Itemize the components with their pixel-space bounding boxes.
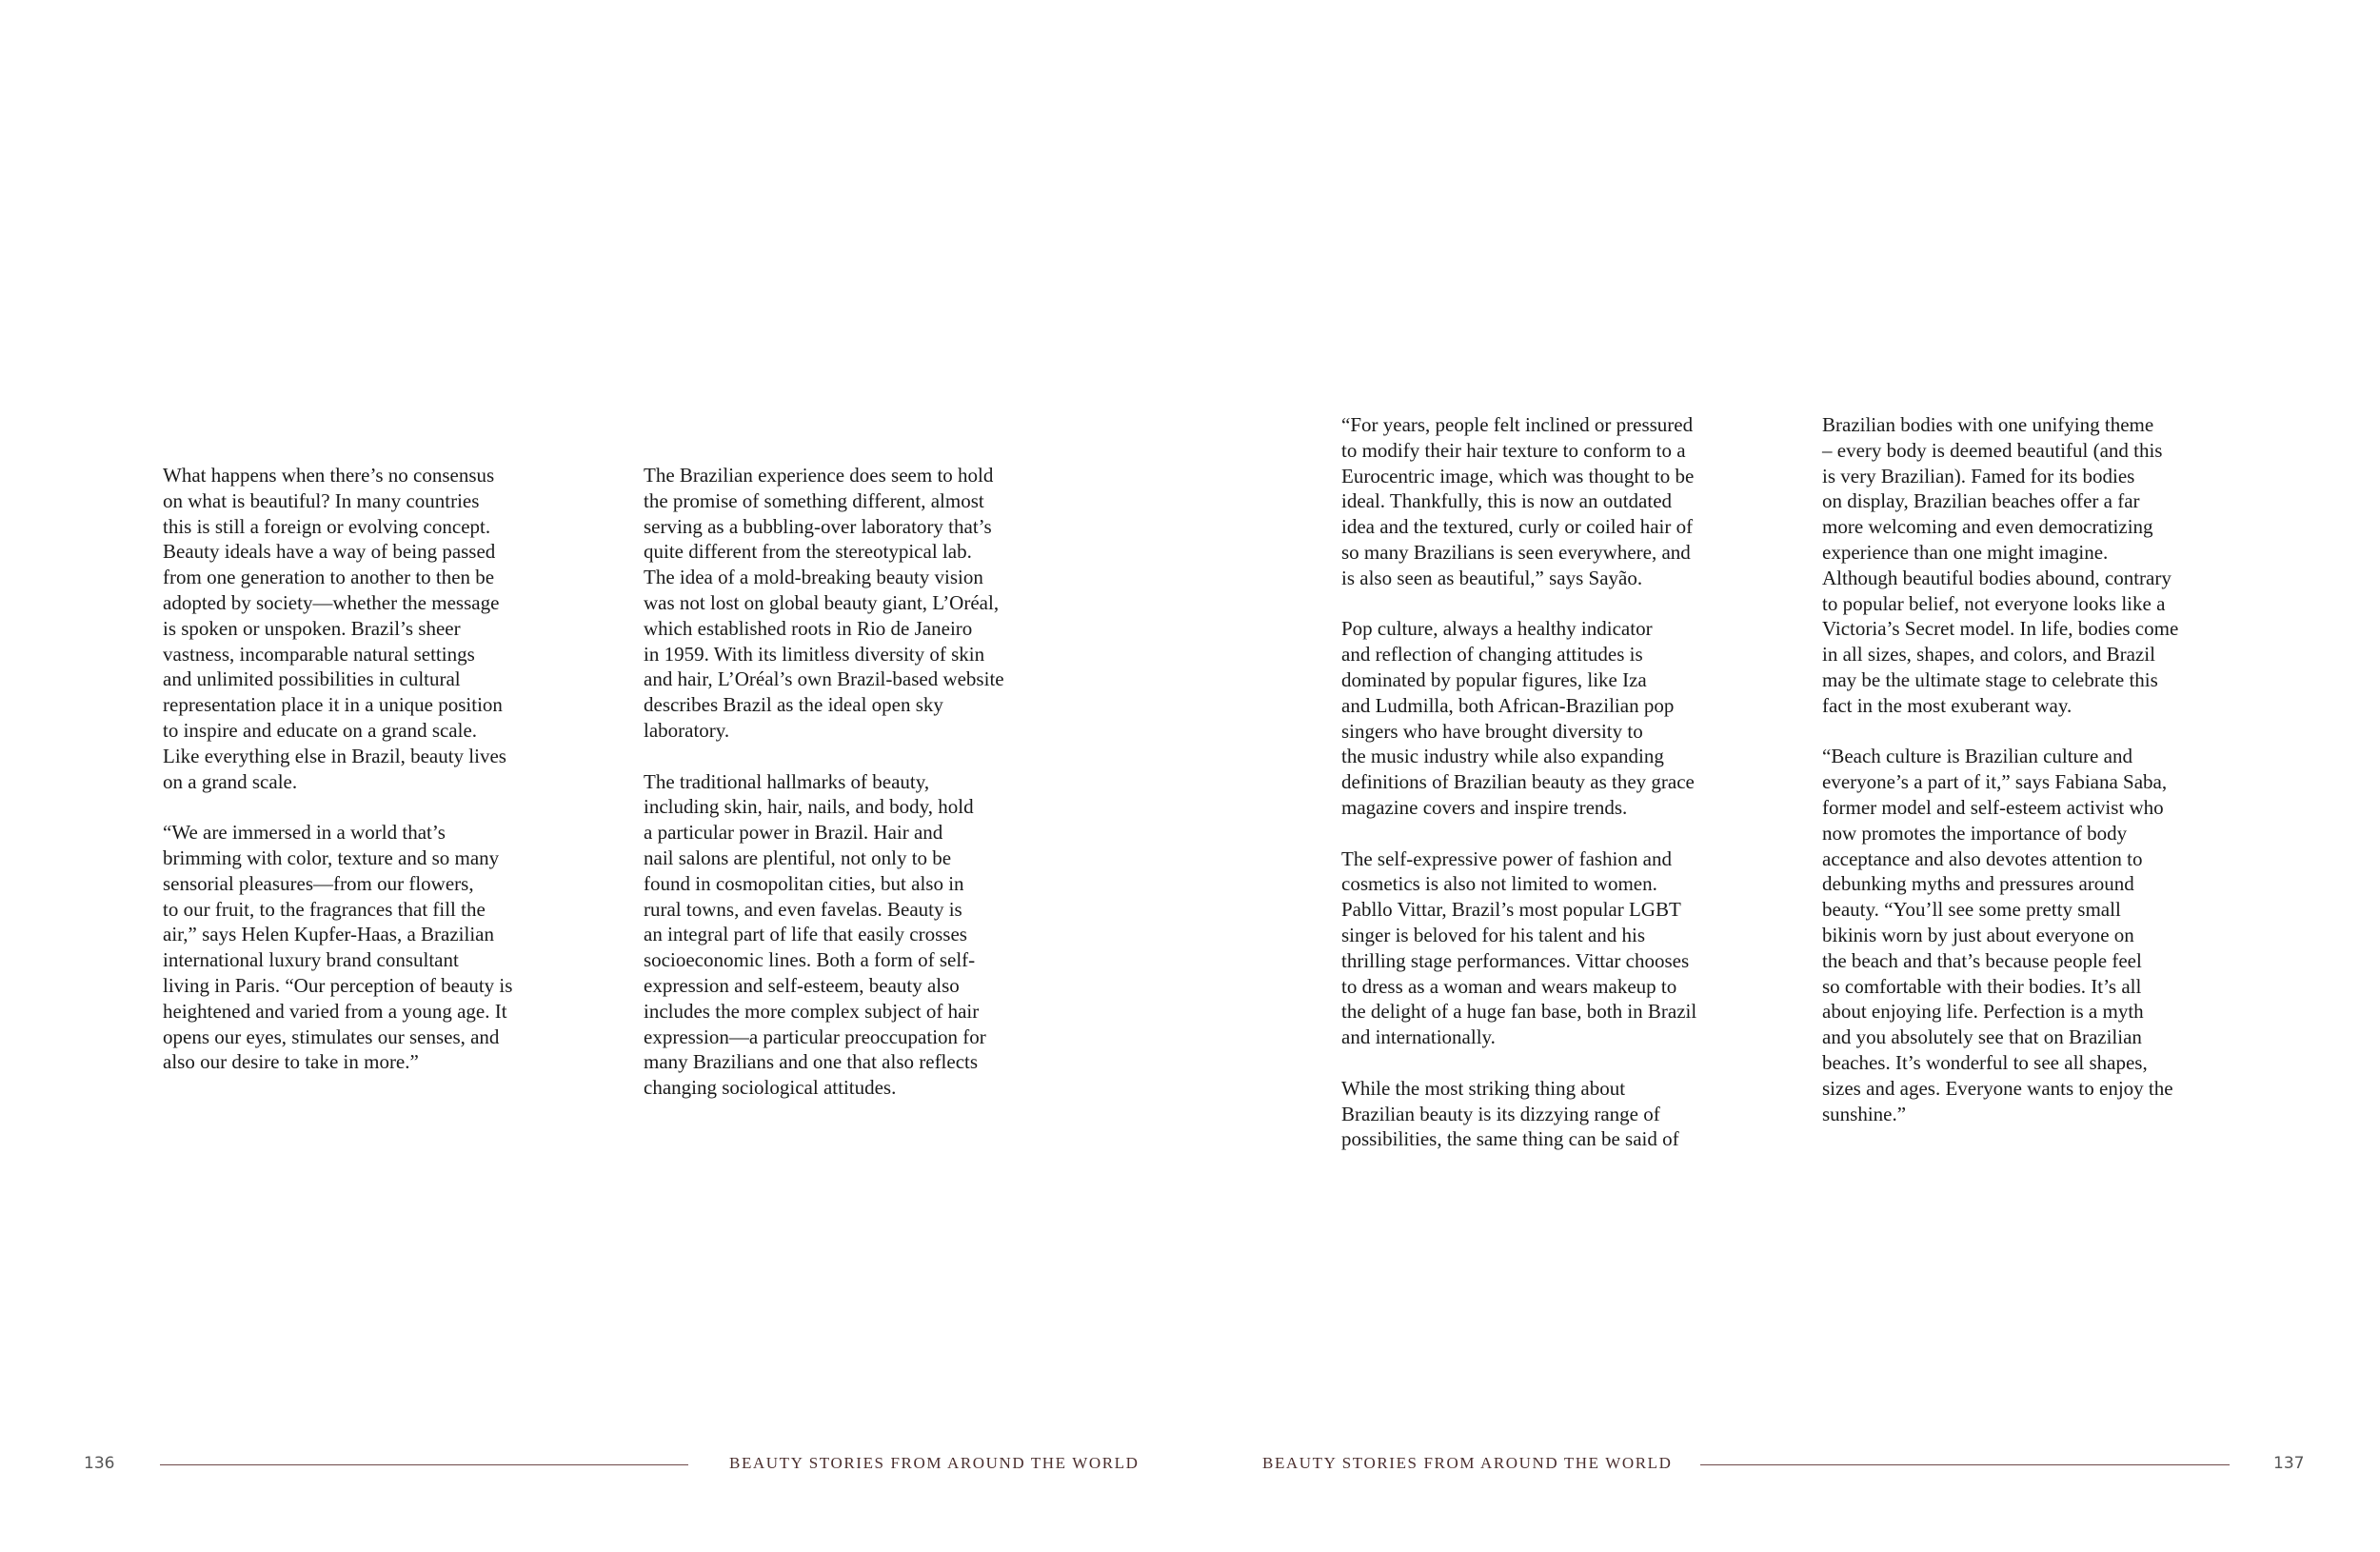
body-paragraph: The traditional hallmarks of beauty, including skin, hair, nails, and body, hold a particular power in Brazil. Hair and nail salons are plentiful, not only to be found in cosmopolitan cities, but also in rural towns, and even favelas. Beauty is an integral part of life that easily crosses socioeconomic lines. Both a form of self- expression and self-esteem, beauty also includes the more complex subject of hair expression—a particular preoccupation for many Brazilians and one that also reflects changing sociological attitudes.	[644, 769, 986, 1100]
running-head-right: BEAUTY STORIES FROM AROUND THE WORLD	[1262, 1454, 1673, 1472]
right-page-column-1	[1341, 412, 1760, 1152]
body-paragraph: Brazilian bodies with one unifying theme – every body is deemed beautiful (and this is very Brazilian). Famed for its bodies on display, Brazilian beaches offer a far more welcoming and even democratizing experience than one might imagine. Although beautiful bodies abound, contrary to popular belief, not everyone looks like a Victoria’s Secret model. In life, bodies come in all sizes, shapes, and colors, and Brazil may be the ultimate stage to celebrate this fact in the most exuberant way.	[1822, 413, 2179, 717]
footer-rule-left	[160, 1464, 688, 1465]
left-page-column-1	[163, 463, 582, 1075]
body-paragraph: Pop culture, always a healthy indicator and reflection of changing attitudes is dominated by popular figures, like Iza and Ludmilla, both African-Brazilian pop singers who have brought diversity to the music industry while also expanding definitions of Brazilian beauty as they grace magazine covers and inspire trends.	[1341, 617, 1695, 819]
left-page-column-2	[644, 463, 1062, 1101]
right-page-column-2	[1822, 412, 2241, 1126]
page-number-right: 137	[2273, 1454, 2305, 1473]
running-head-left: BEAUTY STORIES FROM AROUND THE WORLD	[729, 1454, 1140, 1472]
body-paragraph: While the most striking thing about Brazilian beauty is its dizzying range of possibilities, the same thing can be said of	[1341, 1076, 1679, 1151]
page-number-left: 136	[84, 1454, 115, 1473]
body-paragraph: “Beach culture is Brazilian culture and everyone’s a part of it,” says Fabiana Saba, former model and self-esteem activist who now promotes the importance of body acceptance and also devotes attention to debunking myths and pressures around beauty. “You’ll see some pretty small bikinis worn by just about everyone on the beach and that’s because people feel so comfortable with their bodies. It’s all about enjoying life. Perfection is a myth and you absolutely see that on Brazilian beaches. It’s wonderful to see all shapes, sizes and ages. Everyone wants to enjoy the sunshine.”	[1822, 745, 2173, 1125]
body-paragraph: What happens when there’s no consensus on what is beautiful? In many countries this is still a foreign or evolving concept. Beauty ideals have a way of being passed from one generation to another to then be adopted by society—whether the message is spoken or unspoken. Brazil’s sheer vastness, incomparable natural settings and unlimited possibilities in cultural representation place it in a unique position to inspire and educate on a grand scale. Like everything else in Brazil, beauty lives on a grand scale.	[163, 464, 506, 793]
body-paragraph: “For years, people felt inclined or pressured to modify their hair texture to conform to a Eurocentric image, which was thought to be ideal. Thankfully, this is now an outdated idea and the textured, curly or coiled hair of so many Brazilians is seen everywhere, and is also seen as beautiful,” says Sayão.	[1341, 413, 1695, 589]
footer-rule-right	[1700, 1464, 2230, 1465]
body-paragraph: The self-expressive power of fashion and cosmetics is also not limited to women. Pabllo Vittar, Brazil’s most popular LGBT singer is beloved for his talent and his thrilling stage performances. Vittar chooses to dress as a woman and wears makeup to the delight of a huge fan base, both in Brazil and internationally.	[1341, 846, 1697, 1049]
body-paragraph: “We are immersed in a world that’s brimming with color, texture and so many sensorial pleasures—from our flowers, to our fruit, to the fragrances that fill the air,” says Helen Kupfer-Haas, a Brazilian international luxury brand consultant living in Paris. “Our perception of beauty is heightened and varied from a young age. It opens our eyes, stimulates our senses, and also our desire to take in more.”	[163, 821, 513, 1074]
body-paragraph: The Brazilian experience does seem to hold the promise of something different, almost serving as a bubbling-over laboratory that’s quite different from the stereotypical lab. The idea of a mold-breaking beauty vision was not lost on global beauty giant, L’Oréal, which established roots in Rio de Janeiro in 1959. With its limitless diversity of skin and hair, L’Oréal’s own Brazil-based website describes Brazil as the ideal open sky laboratory.	[644, 464, 1004, 742]
